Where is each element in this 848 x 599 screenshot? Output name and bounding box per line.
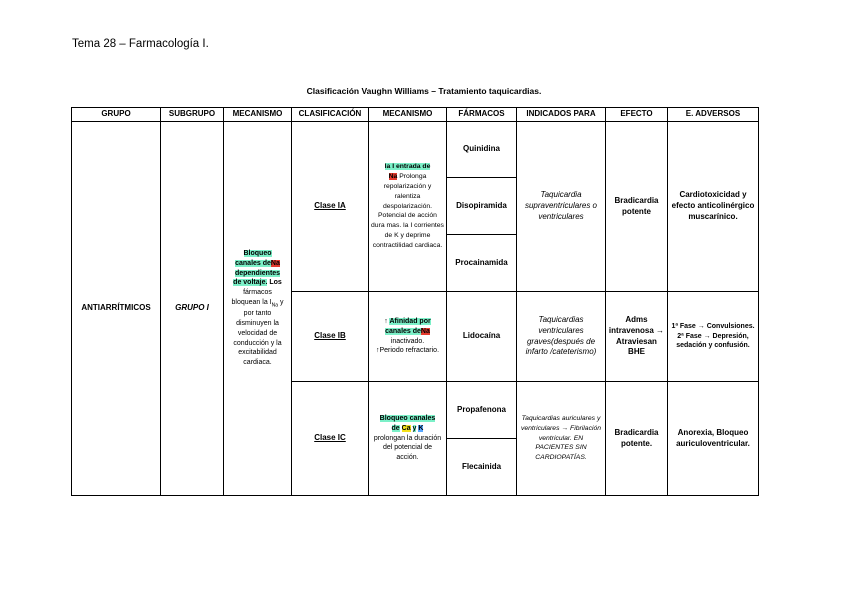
- table-title: Clasificación Vaughn Williams – Tratamiento taquicardias.: [306, 86, 542, 96]
- farmaco-propafenona: Propafenona: [447, 382, 517, 439]
- farmaco-flecainida: Flecainida: [447, 439, 517, 496]
- ic-mec-k: K: [418, 424, 424, 432]
- ib-mec-hl-2: canales de: [385, 327, 421, 335]
- clase-ia-mecanismo: [369, 122, 447, 292]
- farmaco-quinidina: Quinidina: [447, 122, 517, 178]
- col-grupo: GRUPO: [72, 108, 161, 122]
- header-row: [72, 108, 759, 122]
- mec-hl-3: dependientes: [234, 269, 281, 277]
- clase-ia-adversos: Cardiotoxicidad y efecto anticolinérgico muscarínico.: [668, 122, 759, 292]
- ib-mec-hl-1: Afinidad por: [389, 317, 431, 325]
- ib-mec-na: Na: [420, 327, 430, 335]
- col-efecto: EFECTO: [606, 108, 668, 122]
- clase-ib-adversos: [668, 292, 759, 382]
- ic-mec-y: y: [412, 424, 417, 432]
- col-subgrupo: SUBGRUPO: [161, 108, 224, 122]
- mec-rest-a: Los: [269, 279, 282, 287]
- ib-adversos-1: 1ª Fase → Convulsiones.: [671, 322, 755, 330]
- grupo-cell: ANTIARRÍTMICOS: [72, 122, 161, 496]
- mec-hl-1: Bloqueo: [243, 249, 272, 257]
- classification-table: [71, 107, 759, 496]
- mecanismo-grupo-cell: [224, 122, 292, 496]
- ic-mec-ca: Ca: [401, 424, 411, 432]
- ib-mec-rest-1: inactivado.: [390, 337, 425, 345]
- mec-hl-2: canales de: [235, 259, 271, 267]
- ic-mec-hl-2: de: [391, 424, 400, 432]
- mec-rest-d: y por tanto disminuyen la velocidad de conducción y la excitabilidad cardiaca.: [233, 298, 284, 367]
- farmaco-disopiramida: Disopiramida: [447, 178, 517, 235]
- clase-ic-efecto: Bradicardia potente.: [606, 382, 668, 496]
- ic-mec-hl-1: Bloqueo canales: [379, 415, 436, 422]
- clase-ib-indicados: Taquicardias ventriculares graves(después de infarto /cateterismo): [517, 292, 606, 382]
- clase-ia-indicados: Taquicardia supraventriculares o ventriculares: [517, 122, 606, 292]
- ia-mec-hl: la I entrada de: [384, 163, 431, 171]
- mec-sub: Na: [271, 302, 279, 309]
- subgrupo-cell: GRUPO I: [161, 122, 224, 496]
- ic-mec-rest: prolongan la duración del potencial de acción.: [373, 434, 442, 462]
- col-mecanismo-2: MECANISMO: [369, 108, 447, 122]
- col-farmacos: FÁRMACOS: [447, 108, 517, 122]
- page-header: Tema 28 – Farmacología I.: [72, 38, 209, 50]
- col-mecanismo: MECANISMO: [224, 108, 292, 122]
- clase-ib-efecto: Adms intravenosa → Atraviesan BHE: [606, 292, 668, 382]
- col-clasificacion: CLASIFICACIÓN: [292, 108, 369, 122]
- mec-rest-c: bloquean la I: [231, 298, 272, 306]
- mec-na: Na: [270, 259, 280, 267]
- clase-ib-label: Clase IB: [292, 292, 369, 382]
- ib-arrow: ↑: [384, 317, 388, 325]
- ia-mec-rest: Prolonga repolarización y ralentiza despolarización. Potencial de acción dura mas. la I corrientes de K y deprime contractilidad cardiaca.: [371, 173, 444, 249]
- clase-ic-label: Clase IC: [292, 382, 369, 496]
- ib-mec-rest-2: ↑Periodo refractario.: [375, 347, 440, 355]
- clase-ia-efecto: Bradicardia potente: [606, 122, 668, 292]
- farmaco-lidocaina: Lidocaína: [447, 292, 517, 382]
- clase-ic-indicados: Taquicardias auriculares y ventriculares → Fibrilación ventricular. EN PACIENTES SIN CARDIOPATÍAS.: [517, 382, 606, 496]
- ib-adversos-2: 2ª Fase → Depresión, sedación y confusión.: [676, 332, 750, 350]
- clase-ic-adversos: Anorexia, Bloqueo auriculoventricular.: [668, 382, 759, 496]
- clase-ib-mecanismo: [369, 292, 447, 382]
- farmaco-procainamida: Procainamida: [447, 235, 517, 292]
- clase-ia-label: Clase IA: [292, 122, 369, 292]
- ia-mec-na: Na: [388, 173, 398, 181]
- mec-hl-4: de voltaje.: [233, 279, 268, 287]
- mec-rest-b: fármacos: [243, 289, 272, 297]
- col-indicados: INDICADOS PARA: [517, 108, 606, 122]
- col-adversos: E. ADVERSOS: [668, 108, 759, 122]
- clase-ic-mecanismo: [369, 382, 447, 496]
